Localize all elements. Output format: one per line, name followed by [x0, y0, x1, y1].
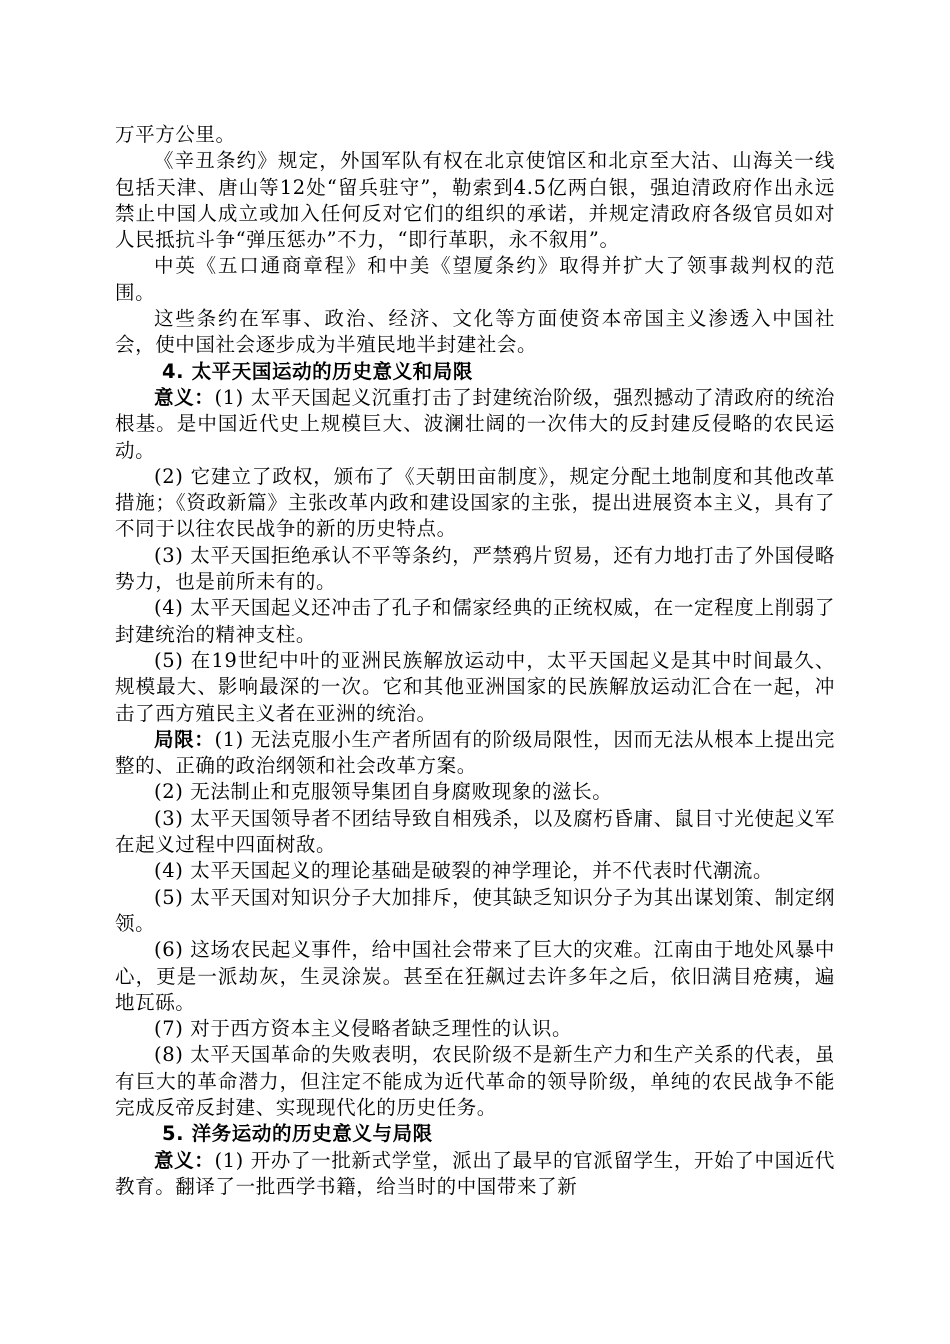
lead-label: 意义： — [154, 385, 215, 409]
paragraph-text: 《辛丑条约》规定，外国军队有权在北京使馆区和北京至大沽、山海关一线包括天津、唐山等12处“留兵驻守”，勒索到4.5亿两白银，强迫清政府作出永远禁止中国人成立或加入任何反对它们的组织的承诺，并规定清政府各级官员如对人民抵抗斗争“弹压惩办”不力，“即行革职，永不叙用”。 — [115, 149, 835, 252]
paragraph — [115, 306, 835, 359]
section-heading — [115, 1121, 835, 1147]
paragraph — [115, 727, 835, 780]
paragraph — [115, 806, 835, 859]
paragraph — [115, 595, 835, 648]
paragraph-text: (3) 太平天国拒绝承认不平等条约，严禁鸦片贸易，还有力地打击了外国侵略势力，也是前所未有的。 — [115, 543, 835, 594]
section-heading-text: 5. 洋务运动的历史意义与局限 — [162, 1122, 433, 1146]
paragraph — [115, 1042, 835, 1121]
paragraph — [115, 1016, 835, 1042]
paragraph — [115, 648, 835, 727]
paragraph — [115, 779, 835, 805]
section-heading — [115, 359, 835, 385]
paragraph-text: (1) 开办了一批新式学堂，派出了最早的官派留学生，开始了中国近代教育。翻译了一批西学书籍，给当时的中国带来了新 — [115, 1148, 835, 1198]
paragraph — [115, 543, 835, 596]
paragraph-text: 这些条约在军事、政治、经济、文化等方面使资本帝国主义渗透入中国社会，使中国社会逐步成为半殖民地半封建社会。 — [115, 307, 835, 357]
paragraph — [115, 464, 835, 543]
paragraph-text: (8) 太平天国革命的失败表明，农民阶级不是新生产力和生产关系的代表，虽有巨大的革命潜力，但注定不能成为近代革命的领导阶级，单纯的农民战争不能完成反帝反封建、实现现代化的历史任务。 — [115, 1043, 835, 1119]
paragraph-text: (2) 它建立了政权，颁布了《天朝田亩制度》，规定分配土地制度和其他改革措施；《资政新篇》主张改革内政和建设国家的主张，提出进展资本主义，具有了不同于以往农民战争的新的历史特点。 — [115, 464, 835, 541]
lead-label: 意义： — [154, 1148, 215, 1172]
paragraph-text: (6) 这场农民起义事件，给中国社会带来了巨大的灾难。江南由于地处风暴中心，更是一派劫灰，生灵涂炭。甚至在狂飙过去许多年之后，依旧满目疮痍，遍地瓦砾。 — [115, 938, 835, 1014]
paragraph-text: 中英《五口通商章程》和中美《望厦条约》取得并扩大了领事裁判权的范围。 — [115, 254, 835, 304]
paragraph — [115, 122, 835, 148]
paragraph-text: (3) 太平天国领导者不团结导致自相残杀，以及腐朽昏庸、鼠目寸光使起义军在起义过程中四面树敌。 — [115, 806, 835, 857]
paragraph — [115, 885, 835, 938]
document-body — [115, 122, 835, 1200]
paragraph-text: (4) 太平天国起义还冲击了孔子和儒家经典的正统权威，在一定程度上削弱了封建统治的精神支柱。 — [115, 596, 835, 646]
paragraph — [115, 858, 835, 884]
paragraph — [115, 937, 835, 1016]
paragraph-text: (5) 在19世纪中叶的亚洲民族解放运动中，太平天国起义是其中时间最久、规模最大、影响最深的一次。它和其他亚洲国家的民族解放运动汇合在一起，冲击了西方殖民主义者在亚洲的统治。 — [115, 648, 835, 725]
paragraph — [115, 385, 835, 464]
paragraph — [115, 1148, 835, 1201]
section-heading-text: 4. 太平天国运动的历史意义和局限 — [162, 359, 473, 383]
lead-label: 局限： — [154, 727, 215, 751]
paragraph-text: (2) 无法制止和克服领导集团自身腐败现象的滋长。 — [154, 780, 613, 804]
paragraph-text: (5) 太平天国对知识分子大加排斥，使其缺乏知识分子为其出谋划策、制定纲领。 — [115, 885, 835, 935]
paragraph — [115, 148, 835, 253]
paragraph-text: (1) 太平天国起义沉重打击了封建统治阶级，强烈撼动了清政府的统治根基。是中国近代史上规模巨大、波澜壮阔的一次伟大的反封建反侵略的农民运动。 — [115, 385, 835, 462]
paragraph-text: (1) 无法克服小生产者所固有的阶级局限性，因而无法从根本上提出完整的、正确的政治纲领和社会改革方案。 — [115, 727, 835, 778]
paragraph-text: 万平方公里。 — [115, 123, 236, 146]
paragraph-text: (7) 对于西方资本主义侵略者缺乏理性的认识。 — [154, 1017, 573, 1041]
paragraph — [115, 253, 835, 306]
paragraph-text: (4) 太平天国起义的理论基础是破裂的神学理论，并不代表时代潮流。 — [154, 859, 774, 883]
